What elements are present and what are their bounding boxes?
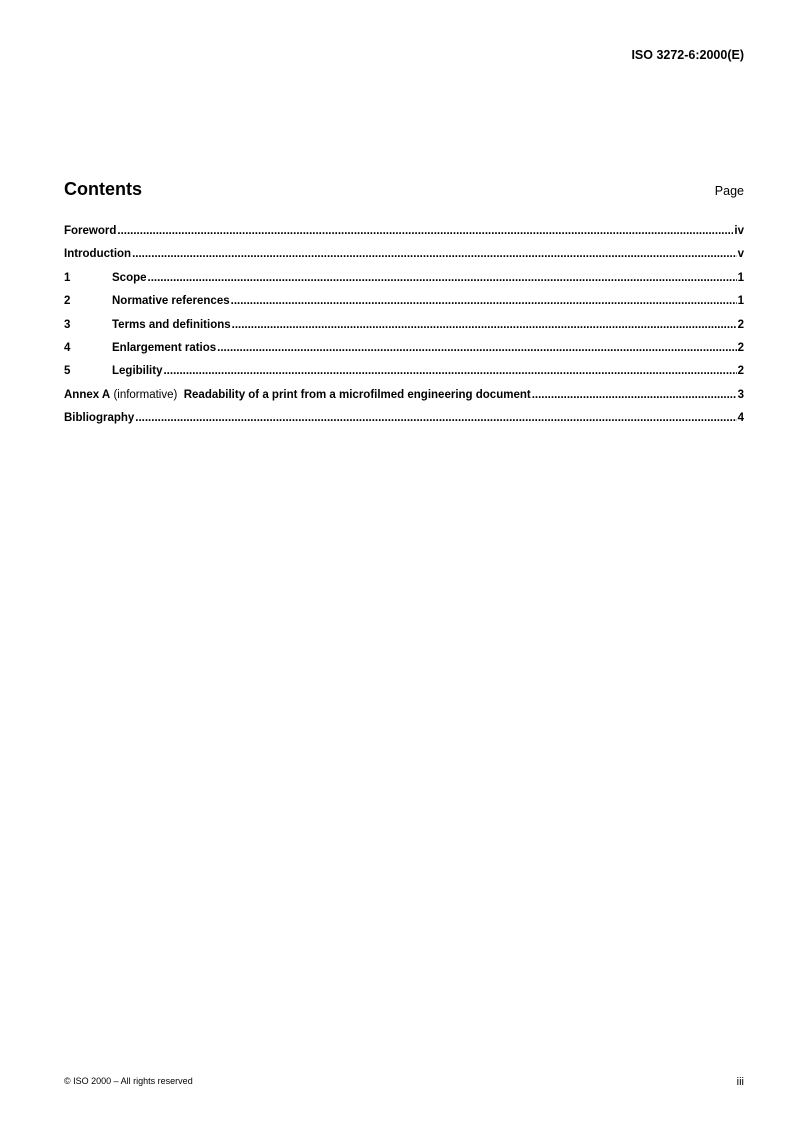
toc-entry-number: 5 [64, 365, 71, 378]
annex-type: (informative) [113, 388, 178, 401]
table-of-contents [64, 225, 744, 436]
toc-entry-title: Enlargement ratios [112, 341, 217, 354]
toc-entry-page: 4 [737, 412, 744, 425]
toc-entry-page: 1 [737, 295, 744, 308]
toc-entry-page: 2 [737, 341, 744, 354]
toc-entry-page: iv [734, 225, 744, 237]
toc-entry-introduction[interactable] [64, 248, 744, 271]
toc-entry-normative-references[interactable] [64, 295, 744, 318]
toc-entry-bibliography[interactable] [64, 412, 744, 435]
toc-entry-number: 3 [64, 318, 71, 331]
toc-entry-annex-a[interactable] [64, 389, 744, 412]
toc-entry-page: 3 [737, 388, 744, 401]
contents-title: Contents [64, 179, 142, 199]
leader-dots [532, 389, 737, 401]
toc-entry-terms-and-definitions[interactable] [64, 319, 744, 342]
toc-entry-enlargement-ratios[interactable] [64, 342, 744, 365]
page-column-label: Page [714, 184, 744, 198]
toc-entry-legibility[interactable] [64, 365, 744, 388]
toc-entry-page: 2 [737, 318, 744, 331]
toc-entry-number: 1 [64, 271, 71, 284]
toc-entry-number: 2 [64, 295, 71, 308]
copyright-notice: © ISO 2000 – All rights reserved [64, 1076, 193, 1086]
toc-entry-title: Legibility [112, 365, 163, 378]
toc-entry-page: v [737, 248, 744, 261]
toc-entry-title: Foreword [64, 225, 117, 237]
leader-dots [231, 295, 737, 307]
contents-heading-row [64, 176, 744, 200]
leader-dots [232, 319, 737, 331]
page-number: iii [736, 1076, 744, 1088]
toc-entry-title: Bibliography [64, 412, 135, 425]
leader-dots [117, 225, 733, 237]
toc-entry-number: 4 [64, 341, 71, 354]
toc-entry-page: 2 [737, 365, 744, 378]
leader-dots [148, 272, 737, 284]
toc-entry-scope[interactable] [64, 272, 744, 295]
toc-entry-title: Scope [112, 271, 147, 284]
leader-dots [217, 342, 736, 354]
leader-dots [132, 248, 737, 260]
leader-dots [163, 365, 736, 377]
toc-entry-foreword[interactable] [64, 225, 744, 248]
annex-title: Readability of a print from a microfilmed engineering document [183, 388, 531, 401]
toc-entry-title: Introduction [64, 248, 132, 261]
document-id-header: ISO 3272-6:2000(E) [631, 48, 744, 62]
annex-label: Annex A [64, 388, 111, 401]
leader-dots [135, 412, 736, 424]
toc-entry-page: 1 [737, 271, 744, 284]
toc-entry-title: Terms and definitions [112, 318, 231, 331]
toc-entry-title: Normative references [112, 295, 230, 308]
